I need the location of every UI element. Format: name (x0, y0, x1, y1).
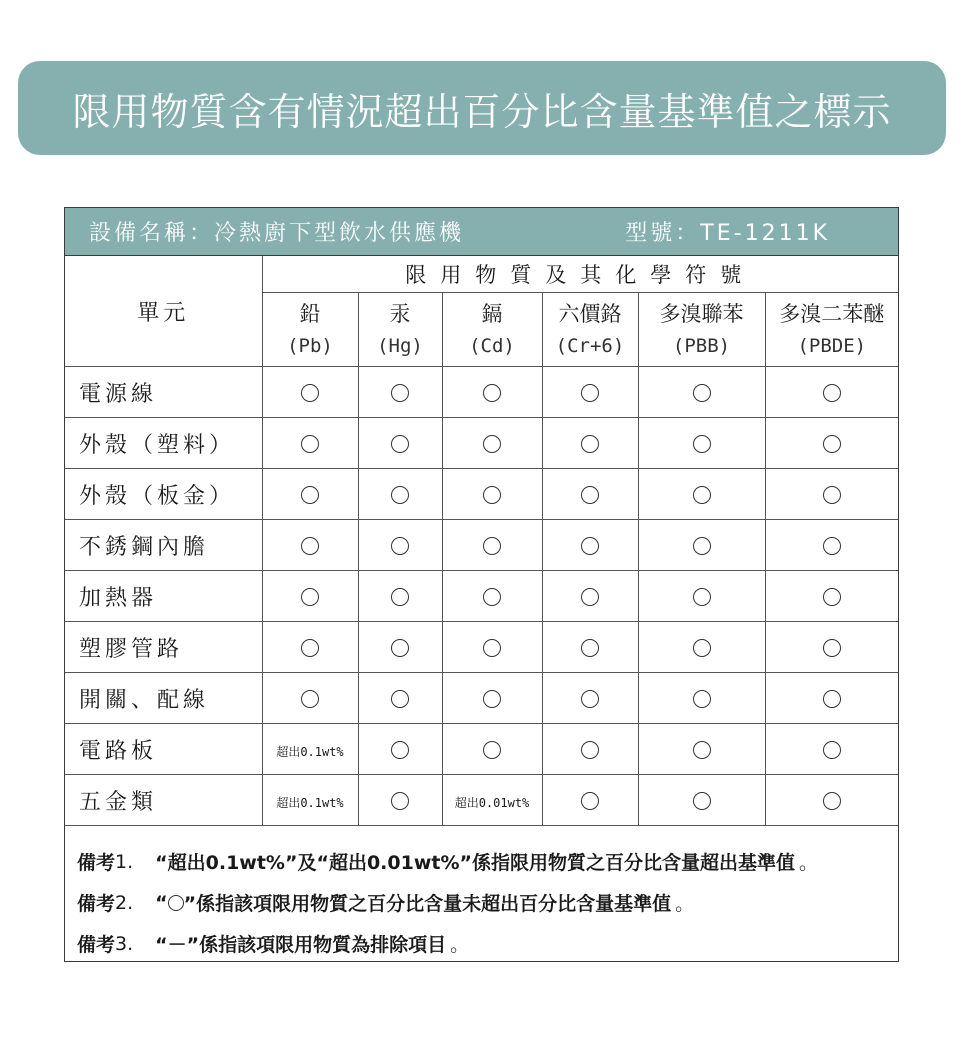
circle-icon (693, 639, 711, 657)
circle-icon (823, 486, 841, 504)
element-name: 汞 (389, 301, 411, 326)
circle-icon (391, 588, 409, 606)
circle-icon (168, 895, 184, 911)
table-cell (542, 520, 638, 571)
table-cell (638, 520, 765, 571)
element-name: 六價鉻 (558, 301, 622, 326)
circle-icon (301, 639, 319, 657)
table-cell (262, 571, 358, 622)
table-cell (542, 571, 638, 622)
circle-icon (301, 384, 319, 402)
unit-label: 五金類 (65, 775, 262, 826)
table-cell (262, 775, 358, 826)
table-cell (442, 469, 542, 520)
circle-icon (693, 792, 711, 810)
element-header (765, 293, 898, 367)
table-row (65, 724, 898, 775)
exceed-value: 超出0.01wt% (454, 796, 530, 810)
table-cell (542, 367, 638, 418)
circle-icon (483, 639, 501, 657)
element-header (542, 293, 638, 367)
circle-icon (823, 639, 841, 657)
table-cell (542, 418, 638, 469)
circle-icon (391, 435, 409, 453)
substances-header: 限用物質及其化學符號 (262, 256, 898, 293)
table-cell (542, 775, 638, 826)
unit-label: 不銹鋼內膽 (65, 520, 262, 571)
element-symbol: (Pb) (287, 334, 333, 357)
table-cell (542, 622, 638, 673)
circle-icon (301, 486, 319, 504)
table-cell (542, 673, 638, 724)
circle-icon (693, 435, 711, 453)
device-info-bar (65, 208, 898, 256)
table-cell (358, 367, 442, 418)
element-header (442, 293, 542, 367)
circle-icon (483, 384, 501, 402)
circle-icon (581, 639, 599, 657)
device-model: 型號：TE-1211K (625, 221, 830, 246)
table-row (65, 520, 898, 571)
circle-icon (391, 639, 409, 657)
table-cell (638, 724, 765, 775)
table-cell (765, 367, 898, 418)
table-cell (765, 418, 898, 469)
exceed-value: 超出0.1wt% (276, 796, 344, 810)
table-cell (638, 775, 765, 826)
table-cell (638, 367, 765, 418)
circle-icon (823, 384, 841, 402)
circle-icon (581, 486, 599, 504)
circle-icon (693, 537, 711, 555)
element-symbol: (Cr+6) (555, 334, 625, 357)
circle-icon (301, 537, 319, 555)
circle-icon (581, 588, 599, 606)
circle-icon (693, 384, 711, 402)
circle-icon (581, 384, 599, 402)
circle-icon (693, 486, 711, 504)
circle-icon (301, 588, 319, 606)
table-cell (765, 571, 898, 622)
exceed-value: 超出0.1wt% (276, 745, 344, 759)
table-cell (262, 673, 358, 724)
circle-icon (581, 690, 599, 708)
element-symbol: (Cd) (469, 334, 515, 357)
table-cell (638, 571, 765, 622)
circle-icon (391, 486, 409, 504)
table-cell (262, 469, 358, 520)
table-cell (765, 622, 898, 673)
circle-icon (391, 537, 409, 555)
circle-icon (823, 792, 841, 810)
table-cell (765, 724, 898, 775)
circle-icon (823, 690, 841, 708)
title-banner (18, 61, 946, 155)
unit-label: 外殼（板金） (65, 469, 262, 520)
table-cell (442, 367, 542, 418)
note-2: 備考 2. “ ”係指該項限用物質之百分比含量未超出百分比含量基準值 。 (77, 891, 695, 915)
table-cell (262, 367, 358, 418)
circle-icon (301, 690, 319, 708)
circle-icon (483, 741, 501, 759)
table-cell (358, 622, 442, 673)
note-1: 備考 1. “超出0.1wt%”及“超出0.01wt%”係指限用物質之百分比含量超出基準值 。 (77, 850, 819, 874)
table-row (65, 469, 898, 520)
element-name: 鎘 (481, 301, 503, 326)
table-cell (638, 622, 765, 673)
table-cell (442, 724, 542, 775)
unit-label: 塑膠管路 (65, 622, 262, 673)
note-3: 備考 3. “－”係指該項限用物質為排除項目 。 (77, 932, 470, 956)
circle-icon (823, 741, 841, 759)
circle-icon (391, 690, 409, 708)
table-cell (442, 520, 542, 571)
element-symbol: (Hg) (377, 334, 423, 357)
substance-table (65, 256, 898, 826)
circle-icon (391, 792, 409, 810)
circle-icon (483, 690, 501, 708)
table-cell (638, 418, 765, 469)
table-cell (358, 469, 442, 520)
table-cell (262, 520, 358, 571)
notes (65, 826, 898, 957)
unit-label: 加熱器 (65, 571, 262, 622)
table-cell (442, 571, 542, 622)
element-header (638, 293, 765, 367)
table-row (65, 367, 898, 418)
circle-icon (483, 588, 501, 606)
table-row (65, 571, 898, 622)
table-cell (358, 520, 442, 571)
circle-icon (581, 792, 599, 810)
circle-icon (693, 690, 711, 708)
element-name: 多溴二苯醚 (779, 301, 885, 326)
table-cell (358, 724, 442, 775)
page-title: 限用物質含有情況超出百分比含量基準值之標示 (72, 89, 892, 134)
circle-icon (693, 588, 711, 606)
circle-icon (581, 537, 599, 555)
table-cell (442, 775, 542, 826)
unit-header: 單元 (65, 256, 262, 367)
table-row (65, 673, 898, 724)
circle-icon (693, 741, 711, 759)
circle-icon (823, 588, 841, 606)
circle-icon (391, 384, 409, 402)
table-cell (442, 673, 542, 724)
circle-icon (581, 435, 599, 453)
table-cell (358, 418, 442, 469)
table-cell (358, 673, 442, 724)
table-cell (442, 418, 542, 469)
table-cell (542, 469, 638, 520)
table-cell (638, 469, 765, 520)
table-cell (262, 418, 358, 469)
circle-icon (823, 435, 841, 453)
table-cell (262, 622, 358, 673)
table-cell (262, 724, 358, 775)
table-cell (358, 775, 442, 826)
element-header (358, 293, 442, 367)
unit-label: 開關、配線 (65, 673, 262, 724)
element-symbol: (PBDE) (797, 334, 867, 357)
circle-icon (581, 741, 599, 759)
device-name: 設備名稱：冷熱廚下型飲水供應機 (89, 221, 465, 246)
element-symbol: (PBB) (672, 334, 731, 357)
table-row (65, 622, 898, 673)
circle-icon (301, 435, 319, 453)
table-cell (765, 673, 898, 724)
circle-icon (391, 741, 409, 759)
table-cell (442, 622, 542, 673)
table-cell (638, 673, 765, 724)
circle-icon (483, 486, 501, 504)
circle-icon (483, 435, 501, 453)
element-header (262, 293, 358, 367)
unit-label: 電源線 (65, 367, 262, 418)
table-row (65, 775, 898, 826)
circle-icon (483, 537, 501, 555)
unit-label: 外殼（塑料） (65, 418, 262, 469)
table-cell (358, 571, 442, 622)
table-cell (765, 520, 898, 571)
table-cell (765, 775, 898, 826)
table-cell (542, 724, 638, 775)
element-name: 多溴聯苯 (659, 301, 744, 326)
declaration-table-frame (64, 207, 899, 962)
table-cell (765, 469, 898, 520)
element-name: 鉛 (299, 301, 321, 326)
table-row (65, 418, 898, 469)
unit-label: 電路板 (65, 724, 262, 775)
circle-icon (823, 537, 841, 555)
